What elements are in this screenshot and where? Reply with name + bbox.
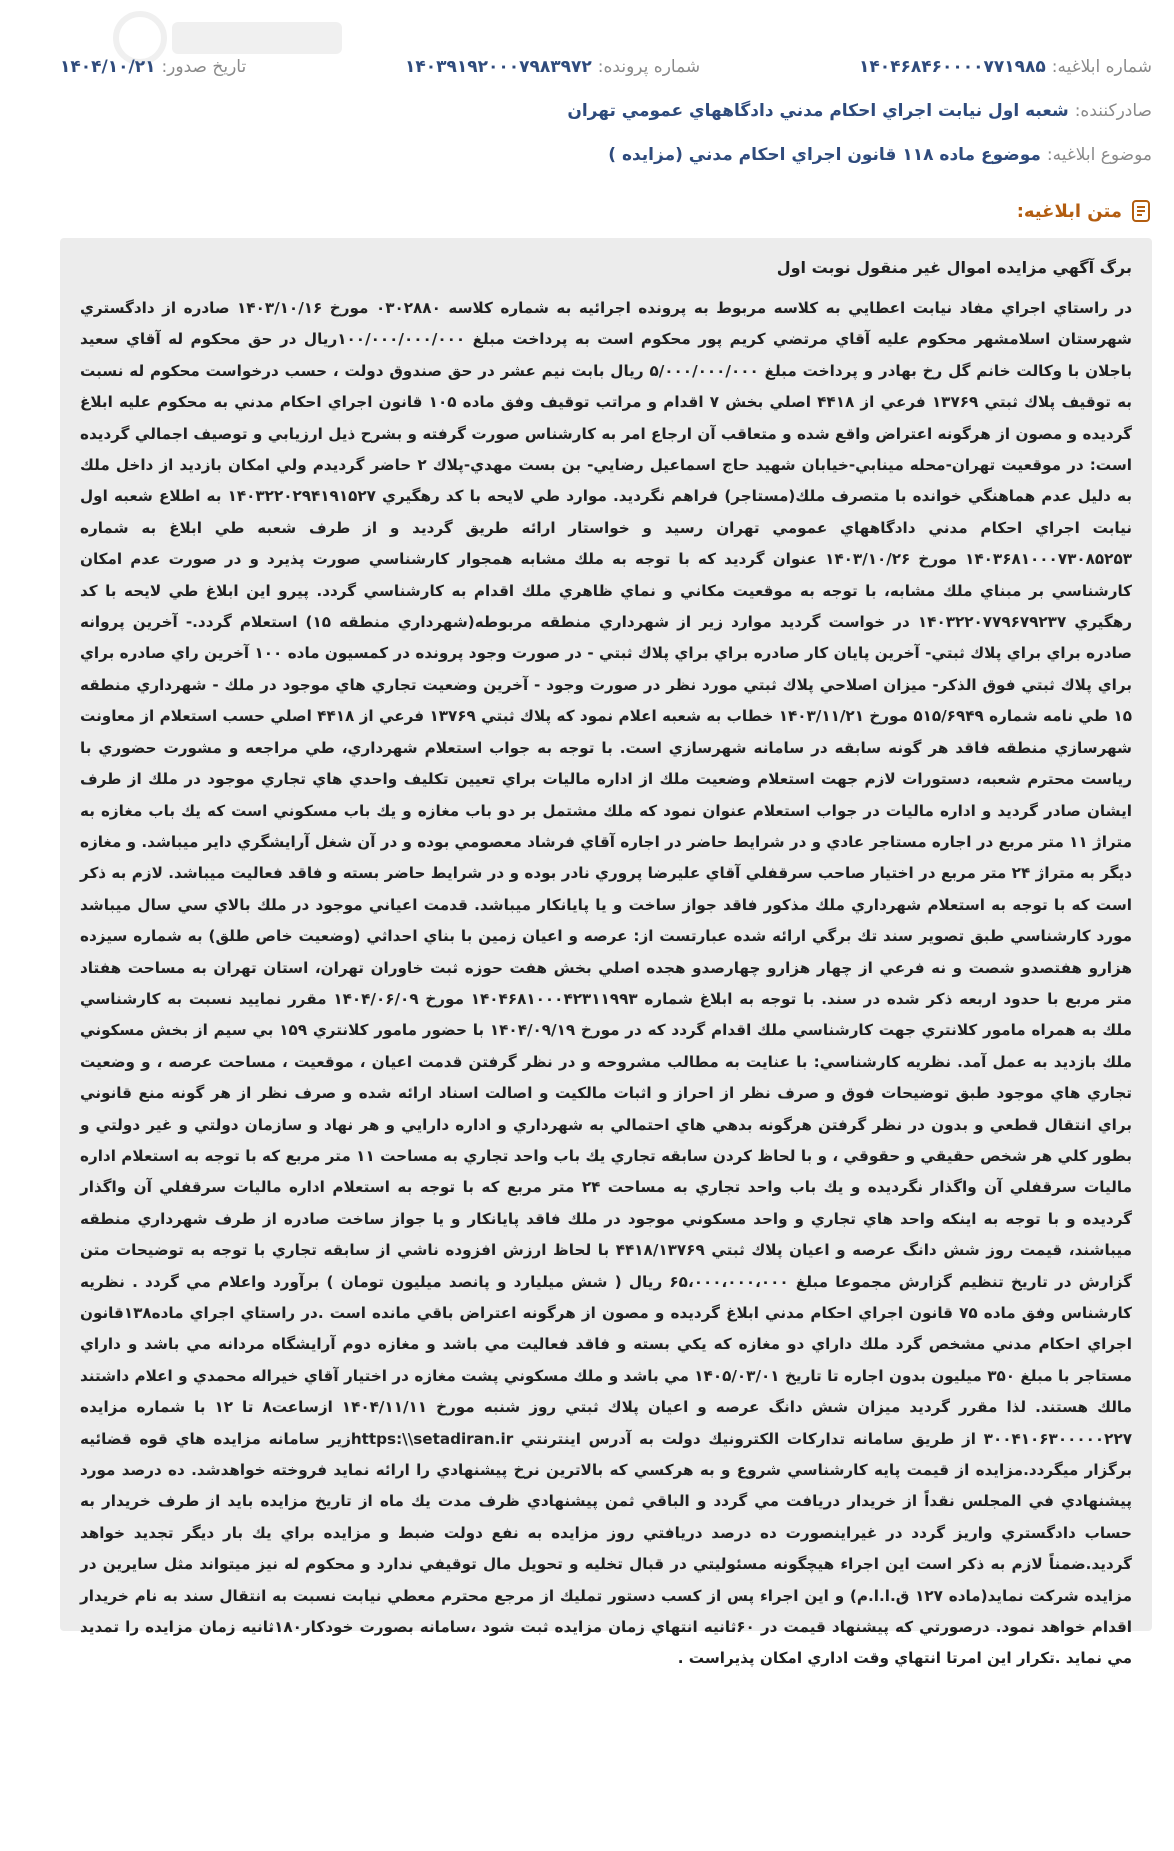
issuer-label: صادرکننده: [1074,101,1152,121]
subject-row [60,138,1152,172]
notice-number-value: ۱۴۰۴۶۸۴۶۰۰۰۰۷۷۱۹۸۵ [858,57,1046,77]
section-title [60,196,1152,226]
meta-row [60,50,1152,84]
issue-date-label: تاريخ صدور: [161,57,247,77]
issuer-value: شعبه اول نيابت اجراي احکام مدني دادگاههاي عمومي تهران [567,101,1069,121]
content-heading: برگ آگهي مزايده اموال غير منقول نوبت اول [776,258,1132,277]
case-number [405,57,700,77]
section-title-text: متن ابلاغيه: [1016,200,1122,222]
case-number-label: شماره پرونده: [597,57,701,77]
content-body: در راستاي اجراي مفاد نيابت اعطايي به كلاسه مربوط به پرونده اجرائيه به شماره كلاسه ۰۳۰۲۸۸۰ مورخ ۱۴۰۳/۱۰/۱۶ صادره از دادگستري شهرستان اسلامشهر محكوم عليه آقاي مرتضي كريم پور محكوم است به پرداخت مبلغ ۱۰۰/۰۰۰/۰۰۰/۰۰۰ريال در حق محكوم له آقاي سعيد باجلان با وكالت خانم گل رخ بهادر و پرداخت مبلغ ۵/۰۰۰/۰۰۰/۰۰۰ ريال بابت نيم عشر در حق صندوق دولت ، حسب درخواست محكوم له نسبت به توقيف پلاك ثبتي ۱۳۷۶۹ فرعي از ۴۴۱۸ اصلي بخش ۷ اقدام و مراتب توقيف وفق ماده ۱۰۵ قانون اجراي احكام مدني به محكوم عليه ابلاغ گرديده و مصون از هرگونه اعتراض واقع شده و متعاقب آن ارجاع امر به كارشناس صورت گرفته و بشرح ذيل ارزيابي و توصيف اجمالي گرديده است: در موقعيت تهران-محله مينابي-خيابان شهيد حاج اسماعيل رضايي- بن بست مهدي-پلاك ۲ حاضر گرديدم ولي امكان بازديد از داخل ملك به دليل عدم هماهنگي خوانده با متصرف ملك(مستاجر) فراهم نگرديد. موارد طي لايحه با كد رهگيري ۱۴۰۳۲۲۰۲۹۴۱۹۱۵۲۷ به اطلاع شعبه اول نيابت اجراي احكام مدني دادگاههاي عمومي تهران رسيد و خواستار ارائه طريق گرديد و از طرف شعبه طي ابلاغ به شماره ۱۴۰۳۶۸۱۰۰۰۷۳۰۸۵۲۵۳ مورخ ۱۴۰۳/۱۰/۲۶ عنوان گرديد كه با توجه به ملك مشابه همجوار كارشناسي صورت پذيرد و در صورت عدم امكان كارشناسي بر مبناي ملك مشابه، با توجه به موقعيت مكاني و نماي ظاهري ملك اقدام به كارشناسي گردد. پيرو اين ابلاغ طي لايحه با كد رهگيري ۱۴۰۳۲۲۰۷۷۹۶۷۹۲۳۷ در خواست گرديد موارد زير از شهرداري منطقه مربوطه(شهرداري منطقه ۱۵) استعلام گردد.- آخرين پروانه صادره براي براي پلاك ثبتي- آخرين پايان كار صادره براي براي پلاك ثبتي - در صورت وجود پرونده در كمسيون ماده ۱۰۰ آخرين راي صادره براي براي پلاك ثبتي فوق الذكر- ميزان اصلاحي پلاك ثبتي مورد نظر در صورت وجود - آخرين وضعيت تجاري هاي موجود در ملك - شهرداري منطقه ۱۵ طي نامه شماره ۵۱۵/۶۹۴۹ مورخ ۱۴۰۳/۱۱/۲۱ خطاب به شعبه اعلام نمود كه پلاك ثبتي ۱۳۷۶۹ فرعي از ۴۴۱۸ اصلي حسب استعلام از معاونت شهرسازي منطقه فاقد هر گونه سابقه در سامانه شهرسازي است. با توجه به جواب استعلام شهرداري، طي مراجعه و مشورت حضوري با رياست محترم شعبه، دستورات لازم جهت استعلام وضعيت ملك از اداره ماليات براي تعيين تكليف واحدي هاي تجاري موجود در ملك از طرف ايشان صادر گرديد و اداره ماليات در جواب استعلام عنوان نمود كه ملك مشتمل بر دو باب مغازه و يك باب مسكوني است كه يك باب مغازه به متراژ ۱۱ متر مربع در اجاره مستاجر عادي و در شرايط حاضر در اجاره آقاي فرشاد معصومي بوده و در آن شغل آرايشگري داير ميباشد. و مغازه ديگر به متراژ ۲۴ متر مربع در اختيار صاحب سرقفلي آقاي عليرضا پروري نادر بوده و در شرايط حاضر بسته و فاقد فعاليت ميباشد. لازم به ذكر است كه با توجه به استعلام شهرداري ملك مذكور فاقد جواز ساخت و يا پايانكار ميباشد. قدمت اعياني موجود در ملك بالاي سي سال ميباشد مورد كارشناسي طبق تصوير سند تك برگي ارائه شده عبارتست از: عرصه و اعيان زمين با بناي احداثي (وضعيت خاص طلق) به شماره سيزده هزارو هفتصدو شصت و نه فرعي از چهار هزارو چهارصدو هجده اصلي بخش هفت حوزه ثبت خاوران تهران، استان تهران به مساحت هفتاد متر مربع با حدود اربعه ذكر شده در سند. با توجه به ابلاغ شماره ۱۴۰۴۶۸۱۰۰۰۴۲۳۱۱۹۹۳ مورخ ۱۴۰۴/۰۶/۰۹ مقرر نماييد نسبت به كارشناسي ملك به همراه مامور كلانتري جهت كارشناسي ملك اقدام گردد كه در مورخ ۱۴۰۴/۰۹/۱۹ با حضور مامور كلانتري ۱۵۹ بي سيم از بخش مسكوني ملك بازديد به عمل آمد. نظريه كارشناسي: با عنايت به مطالب مشروحه و در نظر گرفتن قدمت اعيان ، موقعيت ، مساحت عرصه ، و وضعيت تجاري هاي موجود طبق توضيحات فوق و صرف نظر از احراز و اثبات مالكيت و اصالت اسناد ارائه شده و صرف نظر از هر گونه منع قانوني براي انتقال قطعي و بدون در نظر گرفتن هرگونه بدهي هاي احتمالي به شهرداري و اداره دارايي و هر نهاد و سازمان دولتي و غير دولتي و بطور كلي هر شخص حقيقي و حقوقي ، و با لحاظ كردن سابقه تجاري يك باب واحد تجاري به مساحت ۱۱ متر مربع كه با توجه به استعلام اداره ماليات سرقفلي آن واگذار نگرديده و يك باب واحد تجاري به مساحت ۲۴ متر مربع كه با توجه به استعلام اداره ماليات سرقفلي آن واگذار گرديده و با توجه به اينكه واحد هاي تجاري و واحد مسكوني موجود در ملك فاقد پايانكار و يا جواز ساخت صادره از طرف شهرداري منطقه ميباشند، قيمت روز شش دانگ عرصه و اعيان پلاك ثبتي ۴۴۱۸/۱۳۷۶۹ با لحاظ ارزش افزوده ناشي از سابقه تجاري با توجه به توضيحات متن گزارش در تاريخ تنظيم گزارش مجموعا مبلغ ۶۵،۰۰۰،۰۰۰،۰۰۰ ريال ( شش ميليارد و پانصد ميليون تومان ) برآورد واعلام مي گردد . نظريه كارشناس وفق ماده ۷۵ قانون اجراي احكام مدني ابلاغ گرديده و مصون از هرگونه اعتراض باقي مانده است .در راستاي اجراي ماده۱۳۸قانون اجراي احكام مدني مشخص گرد ملك داراي دو مغازه كه يكي بسته و فاقد فعاليت مي باشد و مغازه دوم آرايشگاه مردانه مي باشد و داراي مستاجر با مبلغ ۳۵۰ ميليون بدون اجاره تا تاريخ ۱۴۰۵/۰۳/۰۱ مي باشد و ملك مسكوني پشت مغازه در اختيار آقاي خيراله محمدي و اعلام داشتند مالك هستند. لذا مقرر گرديد ميزان شش دانگ عرصه و اعيان پلاك ثبتي روز شنبه مورخ ۱۴۰۴/۱۱/۱۱ ازساعت۸ تا ۱۲ با شماره مزايده ۳۰۰۴۱۰۶۳۰۰۰۰۰۲۲۷ از طريق سامانه تداركات الكترونيك دولت به آدرس اينترنتي https:\\setadiran.irزير سامانه مزايده هاي قوه قضائيه برگزار ميگردد.مزايده از قيمت پايه كارشناسي شروع و به هركسي كه بالاترين نرخ پيشنهادي را ارائه نمايد فروخته خواهدشد. ده درصد مورد پيشنهادي في المجلس نقداً از خريدار دريافت مي گردد و الباقي ثمن پيشنهادي ظرف مدت يك ماه از تاريخ مزايده بايد از طرف خريدار به حساب دادگستري واريز گردد در غيراينصورت ده درصد دريافتي روز مزايده به نفع دولت ضبط و مزايده براي يك بار ديگر تجديد خواهد گرديد.ضمناً لازم به ذكر است اين اجراء هيچگونه مسئوليتي در قبال تخليه و تحويل مال توقيفي ندارد و محكوم له نيز ميتواند مثل سايرين در مزايده شركت نمايد(ماده ۱۲۷ ق.ا.ا.م) و اين اجراء پس از كسب دستور تمليك از مرجع محترم معطي نيابت نسبت به انتقال سند به نام خريدار اقدام خواهد نمود. درصورتي كه پيشنهاد قيمت در ۶۰ثانيه انتهاي زمان مزايده ثبت شود ،سامانه بصورت خودكار۱۸۰ثانيه زمان مزايده را تمديد مي نمايد .تكرار اين امرتا انتهاي وقت اداري امكان پذيراست . [80,299,1133,1668]
subject-label: موضوع ابلاغيه: [1046,145,1152,165]
issue-date [60,57,246,77]
notice-page [60,0,1152,1668]
notice-number [859,57,1152,77]
issue-date-value: ۱۴۰۴/۱۰/۲۱ [60,57,156,77]
issuer-row [60,94,1152,128]
notice-content-box [60,238,1152,1668]
subject-value: موضوع ماده ۱۱۸ قانون اجراي احكام مدني (مزايده ) [608,145,1041,165]
document-icon [1130,199,1152,223]
notice-number-label: شماره ابلاغيه: [1051,57,1152,77]
case-number-value: ۱۴۰۳۹۱۹۲۰۰۰۷۹۸۳۹۷۲ [405,57,592,77]
